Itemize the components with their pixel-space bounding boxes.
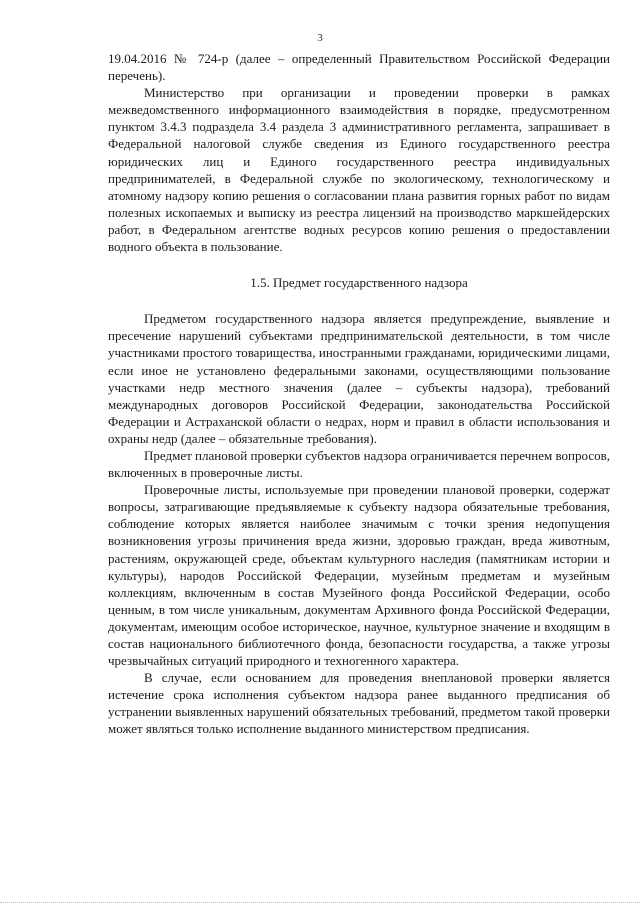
paragraph-checklists: Проверочные листы, используемые при проведении плановой проверки, содержат вопросы, затрагивающие предъявляемые к субъекту надзора обязательные требования, соблюдение которых является наиболее значимым с точки зрения недопущения возникновения угрозы причинения вреда жизни, здоровью граждан, вреда животным, растениям, окружающей среде, объектам культурного наследия (памятникам истории и культуры), народов Российской Федерации, музейным предметам и музейным коллекциям, включенным в состав Музейного фонда Российской Федерации, особо ценным, в том числе уникальным, документам Архивного фонда Российской Федерации, документам, имеющим особое историческое, научное, культурное значение и входящим в состав национального библиотечного фонда, безопасности государства, а также угрозы чрезвычайных ситуаций природного и техногенного характера. [108,482,610,669]
page-bottom-rule [0,902,640,903]
paragraph-subject-of-supervision: Предметом государственного надзора является предупреждение, выявление и пресечение нарушений субъектами предпринимательской деятельности, в том числе участниками простого товарищества, иностранными гражданами, юридическими лицами, если иное не установлено федеральными законами, осуществляющими пользование участками недр местного значения (далее – субъекты надзора), требований международных договоров Российской Федерации, законодательства Российской Федерации и Астраханской области о недрах, норм и правил в области использования и охраны недр (далее – обязательные требования). [108,311,610,446]
document-body [108,50,610,738]
paragraph-unscheduled-inspection: В случае, если основанием для проведения внеплановой проверки является истечение срока исполнения субъектом надзора ранее выданного предписания об устранении выявленных нарушений обязательных требований, предметом такой проверки может являться только исполнение выданного министерством предписания. [108,670,610,737]
page-number: 3 [317,32,323,44]
paragraph-intro-continuation: 19.04.2016 № 724-р (далее – определенный Правительством Российской Федерации перечень). [108,51,610,84]
paragraph-ministry-request: Министерство при организации и проведении проверки в рамках межведомственного информационного взаимодействия в порядке, предусмотренном пунктом 3.4.3 подраздела 3.4 раздела 3 административного регламента, запрашивает в Федеральной налоговой службе сведения из Единого государственного реестра юридических лиц и Единого государственного реестра индивидуальных предпринимателей, в Федеральной службе по экологическому, технологическому и атомному надзору копию решения о согласовании плана развития горных работ по видам полезных ископаемых и выписку из реестра лицензий на производство маркшейдерских работ, в Федеральном агентстве водных ресурсов копию решения о предоставлении водного объекта в пользование. [108,85,610,255]
section-heading: 1.5. Предмет государственного надзора [250,275,468,291]
paragraph-planned-inspection: Предмет плановой проверки субъектов надзора ограничивается перечнем вопросов, включенных в проверочные листы. [108,447,610,481]
